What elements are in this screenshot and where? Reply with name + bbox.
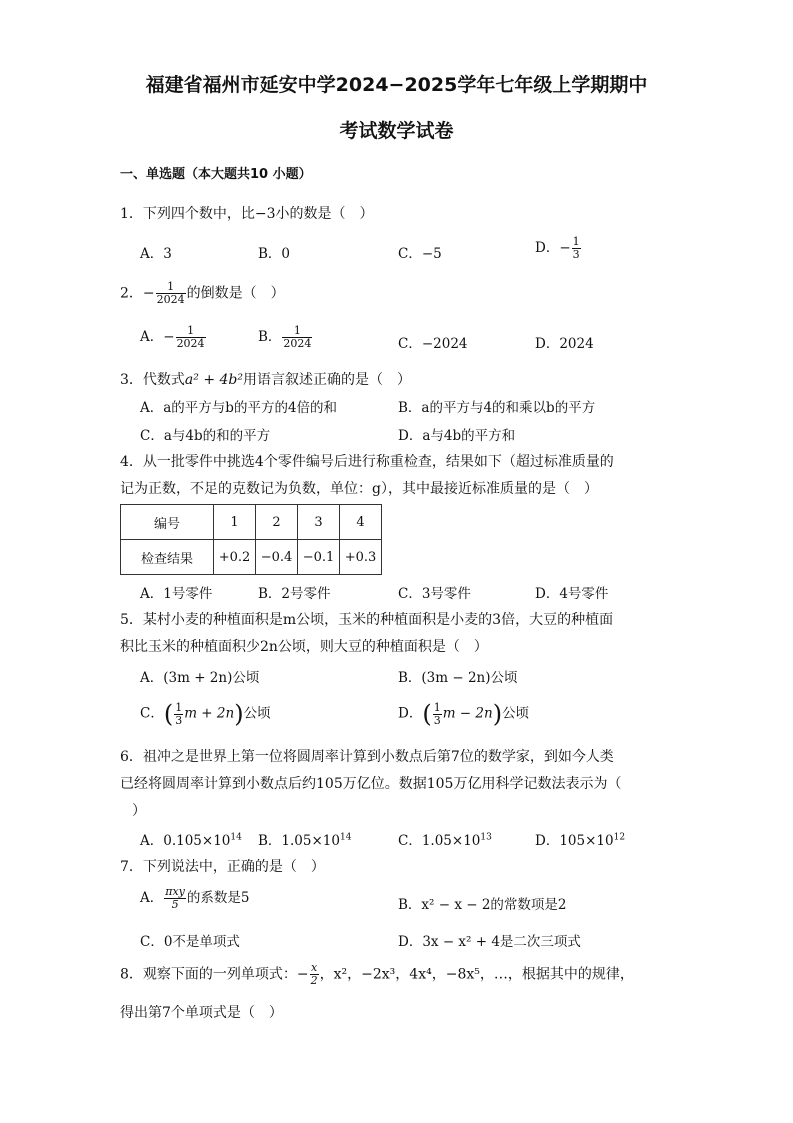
q2-option-d: D．2024 [535,336,594,352]
q2-b-fraction [282,325,312,350]
table-cell: 2 [256,505,298,540]
q1-d-prefix: D．− [535,240,571,256]
table-cell: +0.2 [214,540,256,575]
table-cell: −0.4 [256,540,298,575]
question-4-line-1: 4．从一批零件中挑选4个零件编号后进行称重检查，结果如下（超过标准质量的 [120,454,614,470]
q2-a-fraction [176,325,206,350]
question-8 [120,962,634,987]
q5-d-den: 3 [433,713,441,727]
q2-num: 1 [156,281,186,294]
q2-a-num: 1 [176,325,206,338]
table-row [121,505,382,540]
q2-a-prefix: A．− [140,329,175,345]
question-4-line-2: 记为正数，不足的克数记为负数，单位：g），其中最接近标准质量的是（ ） [120,481,598,497]
table-row [121,540,382,575]
q2-option-a [140,325,207,350]
q2-option-b [258,325,313,350]
question-2 [120,281,285,306]
q7-option-a [140,886,250,911]
question-6-line-2: 已经将圆周率计算到小数点后约105万亿位。数据105万亿用科学记数法表示为（ [120,776,622,792]
q4-option-d: D．4号零件 [535,586,609,602]
q4-option-b: B．2号零件 [258,586,331,602]
question-5-line-2: 积比玉米的种植面积少2n公顷，则大豆的种植面积是（ ） [120,639,488,655]
q3-option-b: B．a的平方与4的和乘以b的平方 [398,400,596,416]
q1-option-d [535,236,582,261]
q6-a-exp: 14 [230,832,242,843]
q1-option-c: C．−5 [398,246,442,262]
table-cell: −0.1 [298,540,340,575]
question-6-line-3: ） [132,803,146,819]
q1-option-a: A．3 [140,246,172,262]
q6-a-base: A．0.105×10 [140,833,231,849]
q5-d-fraction [433,702,442,727]
q7-option-b: B．x² − x − 2的常数项是2 [398,897,567,913]
q4-results-table [120,504,382,575]
q1-d-den: 3 [572,248,580,261]
q3-option-d: D．a与4b的平方和 [398,428,516,444]
q2-prefix: 2．− [120,285,155,302]
q6-b-exp: 14 [339,832,352,843]
q1-option-b: B．0 [258,246,291,262]
q2-suffix: 的倒数是（ ） [186,285,285,302]
q3-suffix: 用语言叙述正确的是（ ） [243,372,411,388]
q2-b-den: 2024 [283,337,312,350]
q5-c-expr: m + 2n [184,705,235,722]
q7-a-prefix: A． [140,890,164,906]
q6-option-b [258,829,351,849]
q5-option-d: D．( $\frac{1}{3}$ m − 2n)公顷 [398,700,530,728]
q3-prefix: 3．代数式 [120,372,185,388]
section-heading: 一、单选题（本大题共10 小题） [120,167,312,182]
q3-option-c: C．a与4b的和的平方 [140,428,271,444]
q8-num: x [311,961,318,974]
q5-c-den: 3 [175,713,183,727]
q3-option-a: A．a的平方与b的平方的4倍的和 [140,400,338,416]
q5-d-prefix: D． [398,705,423,722]
q6-d-base: D．105×10 [535,833,614,849]
q5-option-c: C．( $\frac{1}{3}$ m + 2n)公顷 [140,700,271,728]
question-1: 1．下列四个数中，比−3小的数是（ ） [120,206,374,222]
q7-a-den: 5 [171,898,179,911]
q7-a-num: πxy [165,885,185,898]
question-3 [120,369,411,389]
q4-option-a: A．1号零件 [140,586,213,602]
q7-option-d: D．3x − x² + 4是二次三项式 [398,934,581,950]
q5-c-fraction [174,702,183,727]
q8-suffix: ，x²，−2x³，4x⁴，−8x⁵，…，根据其中的规律， [319,966,634,983]
q7-option-c: C．0不是单项式 [140,934,240,950]
question-6-line-1: 6．祖冲之是世界上第一位将圆周率计算到小数点后第7位的数学家，到如今人类 [120,749,614,765]
q5-c-prefix: C． [140,705,164,722]
table-cell: 编号 [121,505,214,540]
q2-den: 2024 [156,293,185,306]
q2-b-num: 1 [282,325,312,338]
question-5-line-1: 5．某村小麦的种植面积是m公顷，玉米的种植面积是小麦的3倍，大豆的种植面 [120,612,614,628]
table-cell: 3 [298,505,340,540]
q2-a-den: 2024 [176,337,205,350]
q6-option-d [535,829,625,849]
q1-d-fraction [572,236,581,261]
q2-fraction [156,281,186,306]
q1-d-num: 1 [572,235,580,248]
q8-fraction [310,962,319,987]
page-title: 福建省福州市延安中学2024−2025学年七年级上学期期中 [145,74,648,96]
q8-prefix: 8．观察下面的一列单项式：− [120,966,309,983]
q6-b-base: B．1.05×10 [258,833,340,849]
q6-c-exp: 13 [480,832,492,843]
table-cell: 1 [214,505,256,540]
q6-option-c [398,829,492,849]
q5-d-num: 1 [433,700,441,714]
table-cell: +0.3 [340,540,382,575]
question-7: 7．下列说法中，正确的是（ ） [120,859,325,875]
question-8-line-2: 得出第7个单项式是（ ） [120,1005,283,1021]
q7-a-fraction [164,886,186,911]
page-subtitle: 考试数学试卷 [339,120,454,142]
q6-option-a [140,829,242,849]
table-cell: 检查结果 [121,540,214,575]
q2-b-prefix: B． [258,329,282,345]
q6-c-base: C．1.05×10 [398,833,481,849]
table-cell: 4 [340,505,382,540]
q4-option-c: C．3号零件 [398,586,471,602]
q5-d-unit: 公顷 [502,705,530,722]
q5-c-num: 1 [175,700,183,714]
q7-a-suffix: 的系数是5 [186,890,250,906]
q6-d-exp: 12 [613,832,626,843]
q3-expression: a² + 4b² [184,372,243,388]
q2-option-c: C．−2024 [398,336,468,352]
q5-option-a: A．(3m + 2n)公顷 [140,670,260,686]
q5-c-unit: 公顷 [243,705,271,722]
q8-den: 2 [310,974,318,987]
q5-option-b: B．(3m − 2n)公顷 [398,670,518,686]
q5-d-expr: m − 2n [442,705,493,722]
